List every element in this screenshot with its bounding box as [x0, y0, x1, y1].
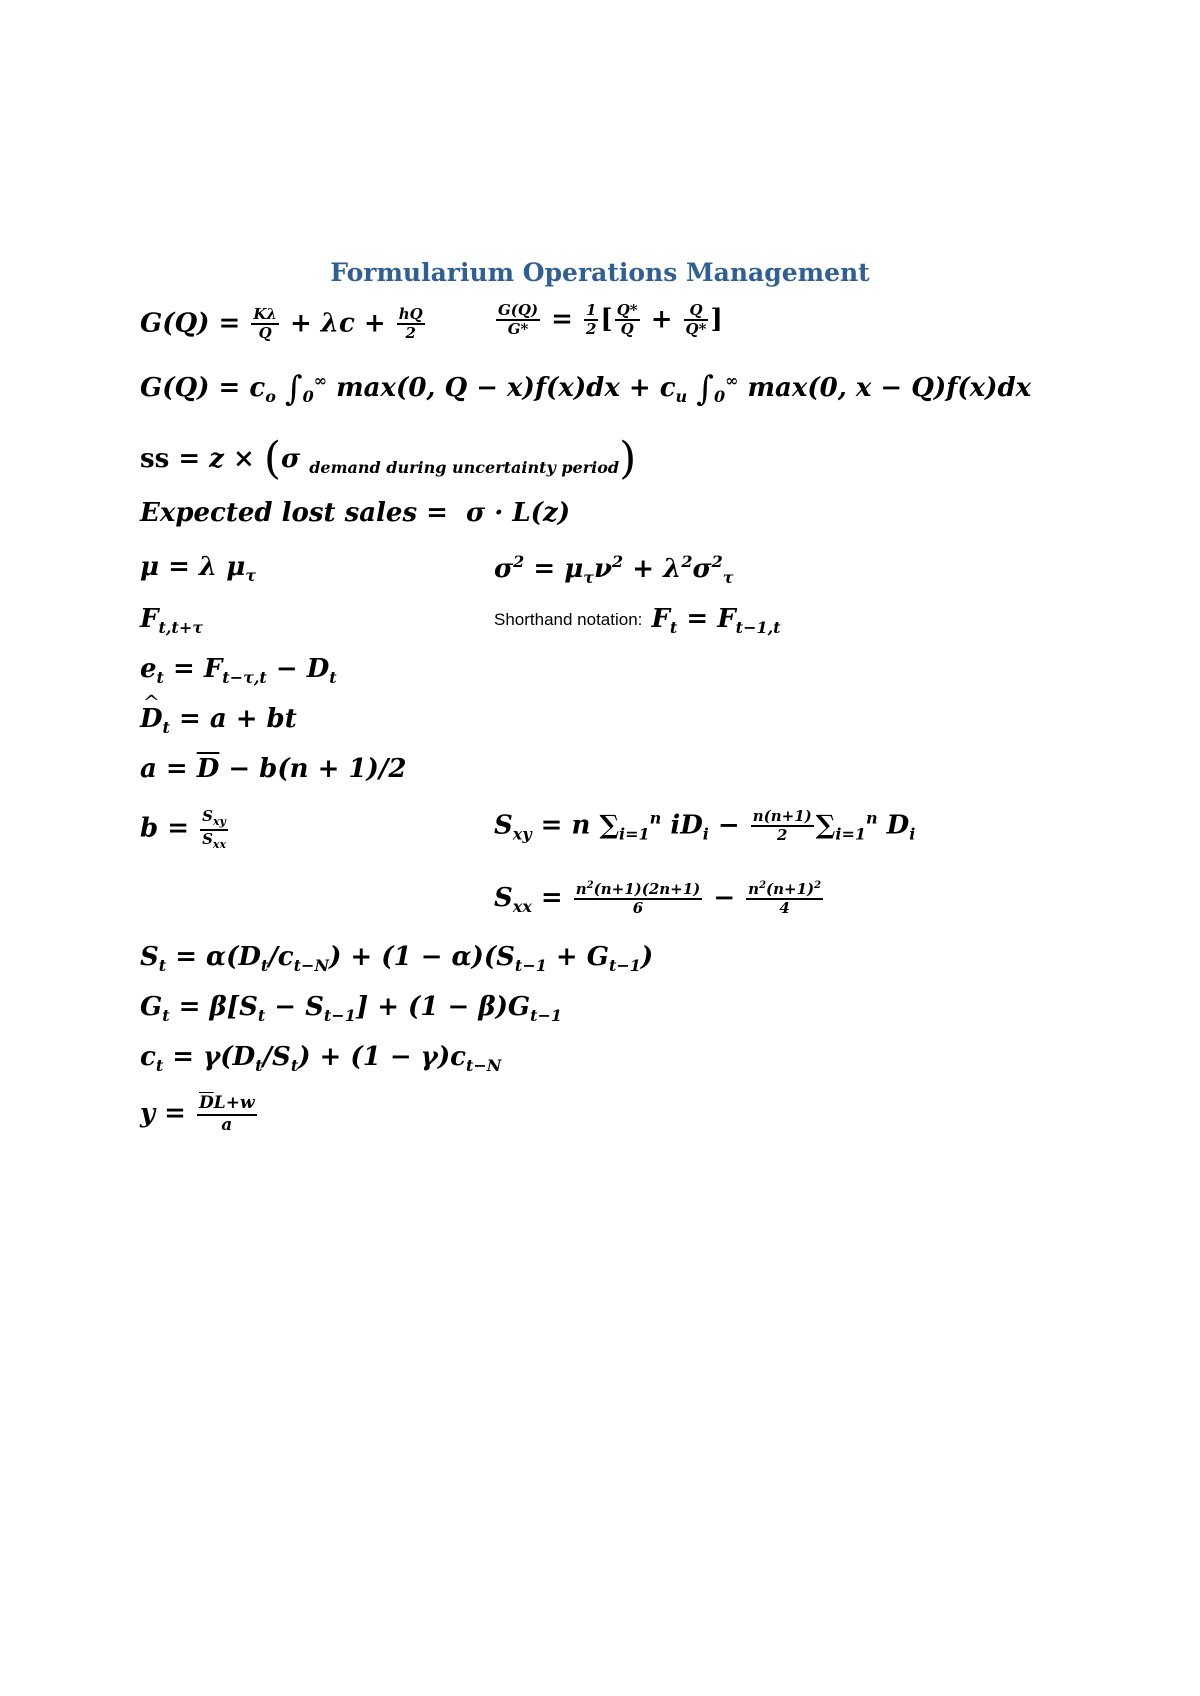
shorthand-label: Shorthand notation:: [494, 610, 643, 629]
slope-formula: b = $\frac{S_{xy}}{S_{xx}}$: [140, 807, 227, 851]
sxx-formula: $S_{xx}$ = $\frac{n^2(n+1)(2n+1)}{6}$ − $\frac{n^2(n+1)^2}{4}$: [494, 880, 822, 918]
expected-lost-sales-label: Expected lost sales =: [140, 498, 448, 528]
variance-demand-formula: $\sigma^2 = \mu_\tau\nu^2 + \lambda^2\sigma^2_\tau$: [494, 552, 734, 587]
sxy-formula: $S_{xy} = n$ $\sum_{i=1}^n$ $iD_i$ − $\frac{n(n+1)}{2}$ $\sum_{i=1}^n$ $D_i$: [494, 807, 916, 845]
newsvendor-cost-formula: $G(Q) = c_o$ $\int_0^\infty$ max(0, $Q - x)f(x)dx + c_u$ $\int_0^\infty$ max(0, x − Q)f(x)dx: [140, 369, 1032, 409]
forecast-error-formula: $e_t = F_{t-\tau,t} - D_t$: [140, 654, 337, 687]
safety-stock-formula: ss = z × (σ $_{demand during uncertainty period}$): [140, 433, 637, 484]
intercept-formula: $a = \overline{D} - b(n + 1)/2$: [140, 754, 407, 784]
forecast-notation: $F_{t,t+\tau}$: [140, 604, 203, 637]
seasonal-series-formula: $S_t = \alpha(D_t/c_{t-N}) + (1 - \alpha)(S_{t-1} + G_{t-1})$: [140, 942, 654, 975]
shorthand-notation: Shorthand notation: $F_t = F_{t-1,t}$: [494, 604, 781, 637]
seasonal-factor-formula: $c_t = \gamma(D_t/S_t) + (1 - \gamma)c_{t-N}$: [140, 1042, 502, 1075]
eoq-cost-formula: G(Q) = $\frac{K\lambda}{Q}$ + λc + $\frac{hQ}{2}$: [140, 305, 423, 343]
trend-update-formula: $G_t = \beta[S_t - S_{t-1}] + (1 - \beta)G_{t-1}$: [140, 992, 563, 1025]
document-title: Formularium Operations Management: [330, 258, 870, 287]
cost-ratio-formula: $\frac{G(Q)}{G*}$ = $\frac{1}{2}$ [ $\frac{Q*}{Q}$ + $\frac{Q}{Q*}$ ]: [498, 301, 723, 339]
trend-forecast-formula: ^ $D_t = a$ + bt: [140, 706, 297, 736]
expected-lost-sales-formula: Expected lost sales = σ · L(z): [140, 498, 571, 528]
y-formula: y = $\frac{\overline{D}L+w}{a}$: [140, 1093, 255, 1135]
mean-demand-formula: μ = λ $\mu_\tau$: [140, 552, 256, 585]
ss-subscript: demand during uncertainty period: [309, 458, 620, 477]
